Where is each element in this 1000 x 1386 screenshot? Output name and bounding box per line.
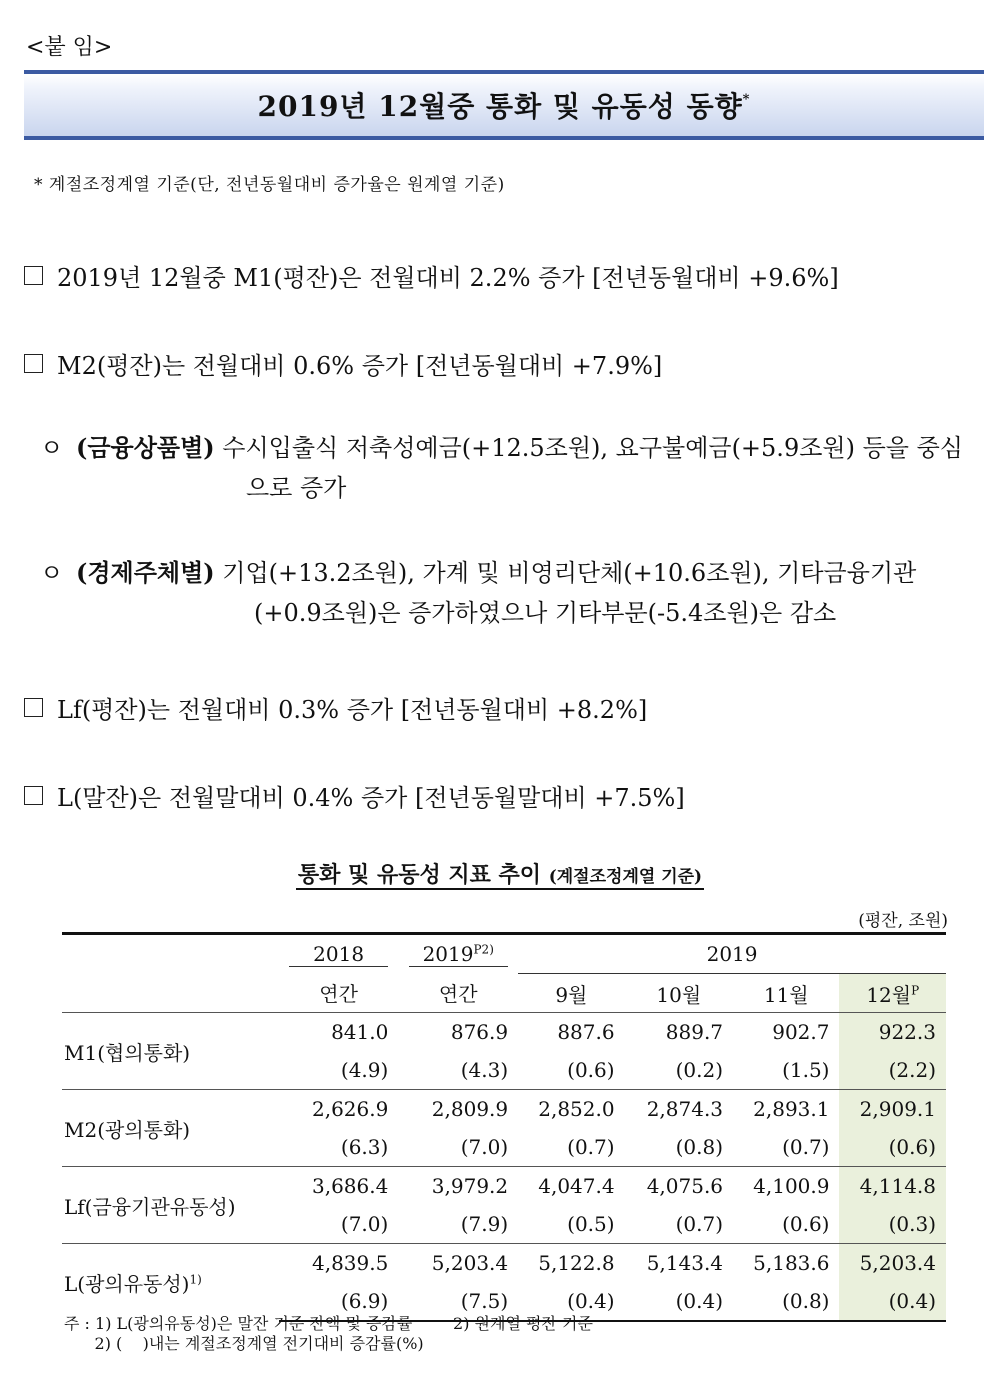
value-cell: 5,203.4 — [398, 1244, 518, 1283]
header-year-2018: 2018 — [279, 934, 398, 974]
value-cell: 2,626.9 — [279, 1090, 398, 1129]
value-cell: 922.3 — [839, 1013, 946, 1052]
value-cell: 876.9 — [398, 1013, 518, 1052]
rate-cell: (0.4) — [518, 1282, 624, 1321]
table-row — [62, 1167, 946, 1206]
checkbox-square-icon — [24, 266, 43, 285]
header-nov: 11월 — [733, 974, 839, 1013]
value-cell: 3,979.2 — [398, 1167, 518, 1206]
header-annual-2019: 연간 — [438, 982, 478, 1007]
value-cell: 2,852.0 — [518, 1090, 624, 1129]
checkbox-square-icon — [24, 786, 43, 805]
bullet-m2 — [24, 346, 662, 381]
value-cell: 5,183.6 — [733, 1244, 839, 1283]
rate-cell: (2.2) — [839, 1051, 946, 1090]
value-cell: 4,047.4 — [518, 1167, 624, 1206]
table-title-text: 통화 및 유동성 지표 추이 — [297, 862, 542, 888]
rate-cell: (0.8) — [733, 1282, 839, 1321]
bullet-m2-text: M2(평잔)는 전월대비 0.6% 증가 [전년동월대비 +7.9%] — [57, 352, 663, 380]
value-cell: 4,100.9 — [733, 1167, 839, 1206]
value-cell: 4,839.5 — [279, 1244, 398, 1283]
header-year-2019p: $2019^{P2)}$ — [398, 934, 518, 974]
bullet-l-text: L(말잔)은 전월말대비 0.4% 증가 [전년동월말대비 +7.5%] — [57, 784, 685, 812]
value-cell: 4,114.8 — [839, 1167, 946, 1206]
table-title-note: (계절조정계열 기준) — [548, 867, 703, 887]
rate-cell: (0.4) — [625, 1282, 733, 1321]
title-banner — [24, 70, 984, 140]
value-cell: 902.7 — [733, 1013, 839, 1052]
circle-bullet-icon: ㅇ — [40, 434, 64, 462]
rate-cell: (0.5) — [567, 1212, 615, 1236]
value-cell: 2,909.1 — [839, 1090, 946, 1129]
header-blank — [62, 934, 279, 974]
table-notes — [64, 1314, 593, 1354]
row-label: M1(협의통화) — [62, 1013, 279, 1090]
value-cell: 2,809.9 — [398, 1090, 518, 1129]
rate-cell: (7.9) — [460, 1212, 509, 1236]
rate-cell: (0.7) — [675, 1212, 724, 1236]
bullet-l — [24, 778, 685, 813]
value-cell: 4,075.6 — [625, 1167, 733, 1206]
value-cell: 889.7 — [625, 1013, 733, 1052]
rate-cell: (0.6) — [567, 1058, 615, 1082]
by-sector-line1: 기업(+13.2조원), 가계 및 비영리단체(+10.6조원), 기타금융기관 — [222, 559, 917, 587]
table-note-line1: 주 : 1) L(광의유동성)은 말잔 기준 잔액 및 증감률 2) 원계열 평잔 기준 — [64, 1314, 593, 1333]
header-annual-2018: 연간 — [319, 982, 358, 1007]
row-label: Lf(금융기관유동성) — [62, 1167, 279, 1244]
rate-cell: (6.9) — [279, 1282, 398, 1321]
checkbox-square-icon — [24, 698, 43, 717]
rate-cell: (0.7) — [782, 1135, 830, 1159]
rate-cell: (4.3) — [460, 1058, 509, 1082]
attachment-label: <붙 임> — [26, 35, 113, 60]
by-product-line2: 으로 증가 — [246, 474, 347, 502]
value-cell: 5,203.4 — [839, 1244, 946, 1283]
liquidity-indicator-table — [62, 932, 946, 1322]
rate-cell: (0.4) — [839, 1282, 946, 1321]
value-cell: 2,874.3 — [625, 1090, 733, 1129]
table-row — [62, 1013, 946, 1052]
value-cell: 3,686.4 — [279, 1167, 398, 1206]
rate-cell: (4.9) — [340, 1058, 389, 1082]
rate-cell: (7.0) — [460, 1135, 509, 1159]
rate-cell: (1.5) — [782, 1058, 830, 1082]
by-sector-line2: (+0.9조원)은 증가하였으나 기타부문(-5.4조원)은 감소 — [254, 599, 837, 627]
seasonal-adjustment-footnote: * 계절조정계열 기준(단, 전년동월대비 증가율은 원계열 기준) — [34, 175, 505, 195]
row-label: L(광의유동성)$^{1)}$ — [62, 1244, 279, 1322]
rate-cell: (0.6) — [839, 1128, 946, 1167]
rate-cell: (0.6) — [782, 1212, 830, 1236]
rate-cell: (0.2) — [675, 1058, 724, 1082]
title-footnote-mark: * — [742, 91, 751, 107]
table-title — [0, 858, 1000, 889]
value-cell: 5,122.8 — [518, 1244, 624, 1283]
rate-cell: (0.7) — [567, 1135, 615, 1159]
rate-cell: (6.3) — [340, 1135, 389, 1159]
header-sep: 9월 — [518, 974, 624, 1013]
value-cell: 841.0 — [279, 1013, 398, 1052]
header-year-2019: 2019 — [518, 934, 946, 974]
rate-cell: (0.8) — [675, 1135, 724, 1159]
by-sector-heading: (경제주체별) — [76, 558, 215, 587]
circle-bullet-icon: ㅇ — [40, 559, 64, 587]
header-dec: 12월$^P$ — [839, 974, 946, 1013]
bullet-lf-text: Lf(평잔)는 전월대비 0.3% 증가 [전년동월대비 +8.2%] — [57, 696, 648, 724]
rate-cell: (7.0) — [340, 1212, 389, 1236]
value-cell: 5,143.4 — [625, 1244, 733, 1283]
bullet-m1 — [24, 258, 839, 293]
table-unit: (평잔, 조원) — [858, 911, 948, 931]
checkbox-square-icon — [24, 354, 43, 373]
rate-cell: (0.3) — [839, 1205, 946, 1244]
rate-cell: (7.5) — [398, 1282, 518, 1321]
by-product-line1: 수시입출식 저축성예금(+12.5조원), 요구불예금(+5.9조원) 등을 중심 — [222, 434, 963, 462]
bullet-lf — [24, 690, 647, 725]
value-cell: 887.6 — [518, 1013, 624, 1052]
table-note-line2: 2) ( )내는 계절조정계열 전기대비 증감률(%) — [64, 1334, 424, 1353]
table-row — [62, 1244, 946, 1283]
bullet-m1-text: 2019년 12월중 M1(평잔)은 전월대비 2.2% 증가 [전년동월대비 +9.6%] — [57, 264, 839, 292]
by-product-heading: (금융상품별) — [76, 433, 215, 462]
page-title: 2019년 12월중 통화 및 유동성 동향 — [257, 90, 743, 123]
table-row — [62, 1090, 946, 1129]
row-label: M2(광의통화) — [62, 1090, 279, 1167]
header-oct: 10월 — [625, 974, 733, 1013]
value-cell: 2,893.1 — [733, 1090, 839, 1129]
